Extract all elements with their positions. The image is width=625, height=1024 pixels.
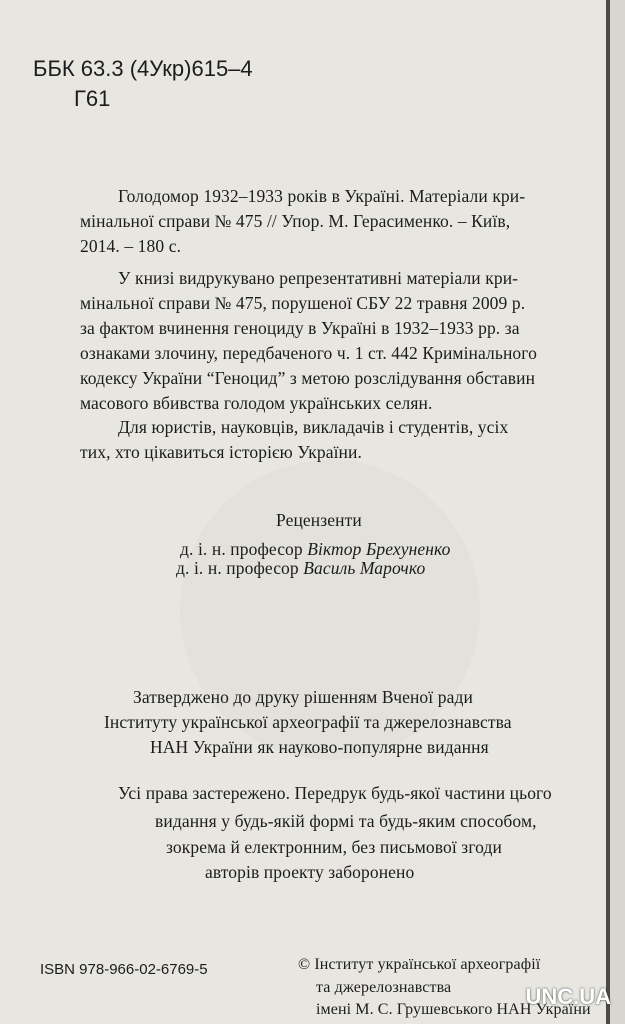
abstract-line-3: за фактом вчинення геноциду в Україні в 1932–1933 рр. за (80, 318, 520, 338)
approval-line-3: НАН України як науково-популярне видання (150, 737, 489, 757)
approval-line-2: Інституту української археографії та джерелознавства (104, 712, 512, 732)
next-page-edge (610, 0, 625, 1024)
abstract-line-1: У книзі видрукувано репрезентативні матеріали кри- (118, 268, 519, 288)
approval-line-1: Затверджено до друку рішенням Вченої ради (133, 687, 473, 707)
reviewer-2 (176, 558, 425, 579)
copyright-line-3: імені М. С. Грушевського НАН України (316, 1001, 591, 1018)
rights-line-2: видання у будь-якій формі та будь-яким способом, (155, 811, 537, 831)
abstract-line-2: мінальної справи № 475, порушеної СБУ 22 травня 2009 р. (80, 293, 526, 313)
reviewers-title: Рецензенти (276, 510, 362, 530)
citation-line-2: мінальної справи № 475 // Упор. М. Герасименко. – Київ, (80, 211, 511, 231)
bbk-code: ББК 63.3 (4Укр)615–4 (33, 56, 253, 81)
rights-line-4: авторів проекту заборонено (205, 862, 415, 882)
copyright-line-2: та джерелознавства (316, 979, 452, 996)
site-watermark: UNC.UA (525, 984, 611, 1009)
citation-line-1: Голодомор 1932–1933 років в Україні. Матеріали кри- (118, 186, 526, 206)
reviewer-1 (180, 539, 451, 560)
reviewer-2-name: Василь Марочко (303, 558, 426, 578)
reviewer-2-role: д. і. н. професор (176, 558, 304, 578)
abstract-line-5: кодексу України “Геноцид” з метою розслідування обставин (80, 368, 536, 388)
author-mark: Г61 (74, 86, 111, 111)
copyright-line-1: © Інститут української археографії (298, 956, 541, 973)
audience-line-2: тих, хто цікавиться історією України. (80, 442, 362, 462)
citation-line-3: 2014. – 180 с. (80, 236, 182, 256)
abstract-line-6: масового вбивства голодом українських селян. (80, 393, 433, 413)
isbn: ISBN 978-966-02-6769-5 (40, 961, 208, 978)
audience-line-1: Для юристів, науковців, викладачів і студентів, усіх (118, 417, 509, 437)
rights-line-1: Усі права застережено. Передрук будь-якої частини цього (118, 783, 552, 803)
abstract-line-4: ознаками злочину, передбаченого ч. 1 ст. 442 Кримінального (80, 343, 537, 363)
reviewer-1-role: д. і. н. професор (180, 539, 308, 559)
rights-line-3: зокрема й електронним, без письмової згоди (166, 837, 502, 857)
reviewer-1-name: Віктор Брехуненко (307, 539, 451, 559)
